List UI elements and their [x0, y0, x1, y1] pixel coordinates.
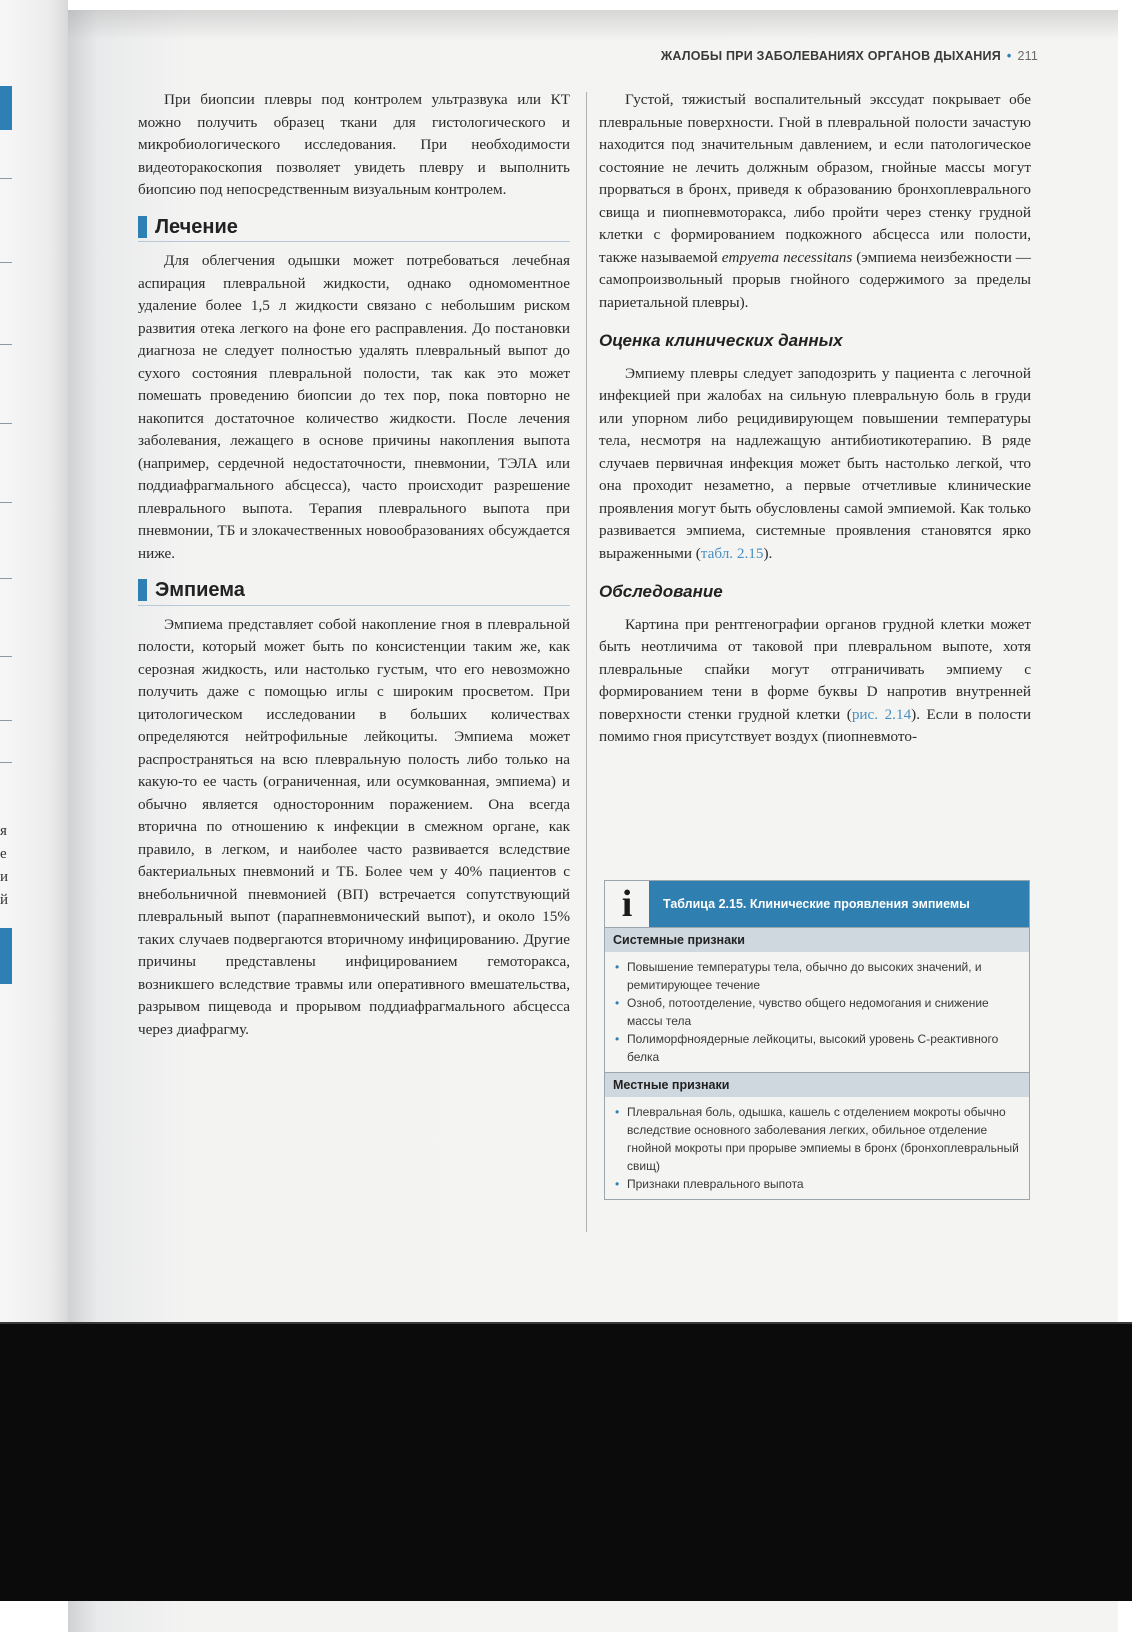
text-run: Эмпиему плевры следует заподозрить у пациента с легочной инфекцией при жалобах на сильную плевральную боль в груди или упорном либо рецидивирующем повышении температуры тела, несмотря на надлежащую антибиотикотерапию. В ряде случаев первичная инфекция может быть настолько легкой, что она проходит незаметно, а первые отчетливые клинические проявления могут быть обусловлены самой эмпиемой. Как только развивается эмпиема, системные проявления становятся ярко выраженными ( — [599, 364, 1031, 562]
section-heading-treatment — [138, 216, 570, 243]
section-heading-empyema — [138, 579, 570, 606]
text-run: (эмпиема неизбежности — самопроизвольный прорыв гнойного содержимого за пределы париетальной плевры). — [599, 248, 1031, 311]
text-run: Картина при рентгенографии органов грудной клетки может быть неотличима от таковой при плевральном выпоте, хотя плевральные спайки могут отграничивать эмпиему с формированием тени в форме буквы D напротив внутренней поверхности стенки грудной клетки ( — [599, 615, 1031, 723]
table-category-local: Местные признаки — [605, 1072, 1029, 1097]
strip-letters — [0, 820, 8, 912]
strip-blue-tab — [0, 86, 12, 130]
table-empyema-manifestations — [604, 880, 1030, 1200]
exudate-paragraph — [599, 89, 1031, 314]
clinical-paragraph — [599, 363, 1031, 566]
column-divider — [586, 92, 587, 1232]
page-top-shadow — [68, 10, 1118, 40]
heading-marker — [138, 216, 147, 238]
list-item: • Полиморфноядерные лейкоциты, высокий уровень С-реактивного белка — [627, 1030, 1021, 1066]
text-run: ). — [763, 544, 773, 562]
running-head — [578, 49, 1038, 63]
strip-rule — [0, 423, 12, 424]
list-item: • Озноб, потоотделение, чувство общего недомогания и снижение массы тела — [627, 994, 1021, 1030]
strip-letter: я — [0, 823, 7, 839]
treatment-paragraph: Для облегчения одышки может потребоваться лечебная аспирация плевральной жидкости, однако одномоментное удаление более 1,5 л жидкости связано с небольшим риском развития отека легкого на фоне его расправления. До постановки диагноза не следует полностью удалять плевральный выпот до сухого состояния плевральной полости, так как это может помешать проведению биопсии до тех пор, пока повторно не накопится достаточное количество жидкости. После лечения заболевания, лежащего в основе причины накопления выпота (например, сердечной недостаточности, пневмонии, ТЭЛА или поддиафрагмального абсцесса), часто происходит разрешение плеврального выпота. Терапия плеврального выпота при пневмонии, ТБ и злокачественных новообразованиях обсуждается ниже. — [138, 252, 570, 562]
local-signs-list — [605, 1097, 1029, 1199]
strip-rule — [0, 262, 12, 263]
figure-reference-link[interactable]: рис. 2.14 — [851, 705, 912, 723]
subheading-examination: Обследование — [599, 582, 723, 601]
table-reference-link[interactable]: табл. 2.15 — [700, 544, 764, 562]
strip-rule — [0, 656, 12, 657]
empyema-paragraph: Эмпиема представляет собой накопление гноя в плевральной полости, который может быть по консистенции таким же, как серозная жидкость, или настолько густым, что его невозможно получить даже с помощью иглы с широким просветом. При цитологическом исследовании в больших количествах определяются нейтрофильные лейкоциты. Эмпиема может распространяться на всю плевральную полость либо только на какую-то ее часть (ограниченная, или осумкованная, эмпиема) и обычно является односторонним поражением. Она всегда вторична по отношению к инфекции в смежном органе, как правило, в легком, и наиболее часто развивается вследствие бактериальных пневмоний и ТБ. Более чем у 40% пациентов с внебольничной пневмонией (ВП) встречается сопутствующий плевральный выпот (парапневмонический выпот), и около 15% таких случаев подвергаются вторичному инфицированию. Другие причины представлены инфицированием гемоторакса, возникшего вследствие травмы или оперативного вмешательства, разрывом пищевода и прорывом поддиафрагмального абсцесса через диафрагму. — [138, 615, 570, 1038]
strip-letter: и — [0, 869, 9, 885]
table-category-systemic: Системные признаки — [605, 927, 1029, 952]
scan-background — [0, 1324, 1132, 1601]
text-run: ). Если в полости помимо гноя присутствует воздух (пиопневмото- — [599, 705, 1031, 745]
page-number: 211 — [1017, 49, 1038, 63]
latin-term: empyema necessitans — [721, 248, 853, 266]
table-header — [605, 881, 1029, 927]
heading-marker — [138, 579, 147, 601]
running-head-separator: • — [1006, 49, 1012, 63]
info-icon: i — [605, 881, 649, 927]
strip-rule — [0, 762, 12, 763]
biopsy-paragraph: При биопсии плевры под контролем ультразвука или КТ можно получить образец ткани для гистологического и микробиологического исследования. При необходимости видеоторакоскопия позволяет увидеть плевру и выполнить биопсию под непосредственным визуальным контролем. — [138, 91, 570, 198]
adjacent-page-strip — [0, 0, 68, 1336]
running-head-title: ЖАЛОБЫ ПРИ ЗАБОЛЕВАНИЯХ ОРГАНОВ ДЫХАНИЯ — [660, 49, 1001, 63]
strip-letter: е — [0, 846, 7, 862]
examination-paragraph — [599, 614, 1031, 749]
list-item: • Повышение температуры тела, обычно до высоких значений, и ремитирующее течение — [627, 958, 1021, 994]
systemic-signs-list — [605, 952, 1029, 1072]
strip-rule — [0, 344, 12, 345]
table-title: Таблица 2.15. Клинические проявления эмпиемы — [663, 897, 970, 911]
heading-text: Эмпиема — [155, 579, 245, 601]
strip-rule — [0, 720, 12, 721]
list-item: • Плевральная боль, одышка, кашель с отделением мокроты обычно вследствие основного заболевания легких, обильное отделение гнойной мокроты при прорыве эмпиемы в бронх (бронхоплевральный свищ) — [627, 1103, 1021, 1175]
strip-rule — [0, 178, 12, 179]
text-run: Густой, тяжистый воспалительный экссудат покрывает обе плевральные поверхности. Гной в плевральной полости зачастую находится под значительным давлением, и если патологическое состояние не лечить должным образом, гнойные массы могут прорваться в бронх, приведя к образованию бронхоплеврального свища и пиопневмоторакса, либо пройти через стенку грудной клетки с формированием подкожного абсцесса или полости, также называемой — [599, 91, 1031, 266]
right-column — [599, 89, 1031, 749]
strip-blue-tab — [0, 928, 12, 984]
strip-rule — [0, 578, 12, 579]
subheading-clinical-assessment: Оценка клинических данных — [599, 331, 843, 350]
left-column — [138, 89, 570, 1041]
list-item: • Признаки плеврального выпота — [627, 1175, 1021, 1193]
strip-letter: й — [0, 892, 9, 908]
strip-rule — [0, 502, 12, 503]
heading-text: Лечение — [155, 215, 238, 238]
